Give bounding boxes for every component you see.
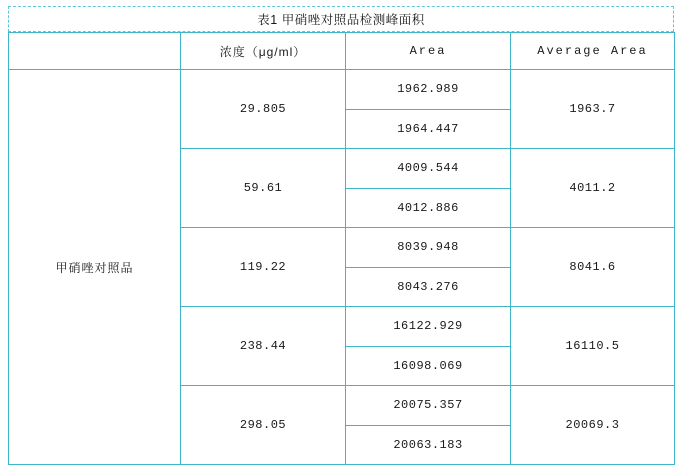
- table-row: [9, 70, 675, 110]
- area-cell: 1964.447: [346, 109, 511, 149]
- average-area-cell: 4011.2: [511, 149, 675, 228]
- table-header-row: [9, 33, 675, 70]
- area-cell: 8039.948: [346, 228, 511, 268]
- header-average-area: Average Area: [511, 33, 675, 70]
- header-area: Area: [346, 33, 511, 70]
- concentration-cell: 59.61: [181, 149, 346, 228]
- concentration-cell: 29.805: [181, 70, 346, 149]
- area-cell: 4012.886: [346, 188, 511, 228]
- average-area-cell: 1963.7: [511, 70, 675, 149]
- average-area-cell: 8041.6: [511, 228, 675, 307]
- average-area-cell: 16110.5: [511, 307, 675, 386]
- concentration-cell: 119.22: [181, 228, 346, 307]
- header-sample-name: [9, 33, 181, 70]
- concentration-cell: 298.05: [181, 386, 346, 465]
- area-cell: 16122.929: [346, 307, 511, 347]
- area-cell: 4009.544: [346, 149, 511, 189]
- peak-area-table: [8, 32, 675, 465]
- area-cell: 20075.357: [346, 386, 511, 426]
- concentration-cell: 238.44: [181, 307, 346, 386]
- header-concentration: 浓度（μg/ml）: [181, 33, 346, 70]
- area-cell: 8043.276: [346, 267, 511, 307]
- table-caption: [8, 6, 674, 32]
- table-caption-text: 表1 甲硝唑对照品检测峰面积: [257, 13, 425, 27]
- sample-name-cell: 甲硝唑对照品: [9, 70, 181, 465]
- area-cell: 1962.989: [346, 70, 511, 110]
- area-cell: 20063.183: [346, 425, 511, 465]
- area-cell: 16098.069: [346, 346, 511, 386]
- average-area-cell: 20069.3: [511, 386, 675, 465]
